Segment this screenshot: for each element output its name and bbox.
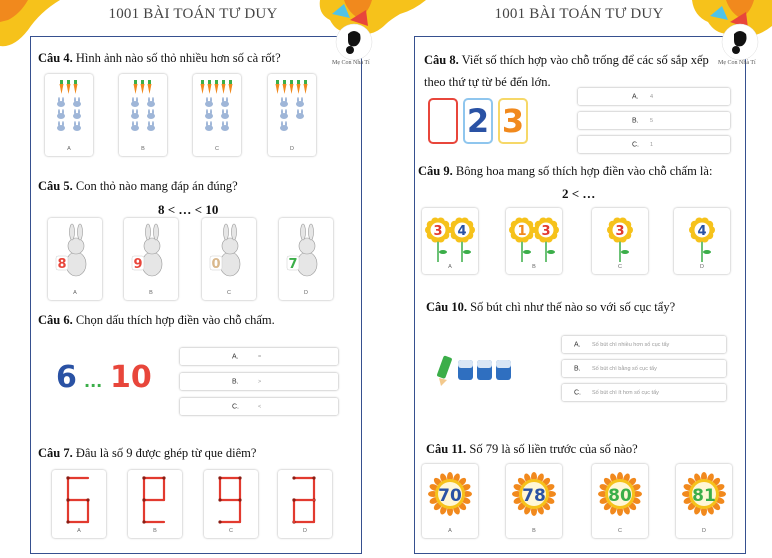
carrot-icon <box>229 84 233 94</box>
option-label: C <box>227 290 231 296</box>
option-label: A <box>67 146 71 152</box>
question-5 <box>38 178 238 194</box>
q5-option-card[interactable] <box>48 218 102 300</box>
q6-choice-a[interactable] <box>180 348 338 365</box>
carrot-icon <box>208 84 212 94</box>
flower-number: 1 <box>517 224 527 239</box>
rabbit-icon <box>73 101 81 107</box>
question-10 <box>426 299 675 315</box>
brand-stamp-logo <box>326 20 382 66</box>
q7-option-card[interactable] <box>204 470 258 538</box>
carrot-rabbit-picture <box>45 78 93 142</box>
rabbit-icon <box>131 125 139 131</box>
choice-value: < <box>258 403 262 410</box>
matchstick-digit <box>290 474 320 528</box>
flower-icon <box>506 210 562 266</box>
option-label: A <box>448 528 452 534</box>
option-label: C <box>618 264 622 270</box>
q7-option-card[interactable] <box>52 470 106 538</box>
option-label: A <box>448 264 452 270</box>
q9-option-card[interactable] <box>422 208 478 274</box>
choice-letter: A. <box>574 341 581 348</box>
rabbit-icon <box>48 222 102 282</box>
sunflower-number: 78 <box>522 486 546 506</box>
page-header-title: 1001 BÀI TOÁN TƯ DUY <box>108 6 278 22</box>
q10-choice-b[interactable] <box>562 360 726 377</box>
flower-number: 3 <box>541 224 551 239</box>
rabbit-icon <box>279 222 333 282</box>
rabbit-icon <box>73 113 81 119</box>
option-label: C <box>215 146 219 152</box>
question-text: Đâu là số 9 được ghép từ que diêm? <box>75 446 257 460</box>
choice-letter: A. <box>632 93 639 100</box>
carrot-icon <box>201 84 205 94</box>
carrot-rabbit-picture <box>268 78 316 142</box>
carrot-icon <box>297 84 301 94</box>
carrot-icon <box>276 84 280 94</box>
question-label: Câu 7. <box>38 446 73 460</box>
rabbit-icon <box>221 113 229 119</box>
option-label: A <box>73 290 77 296</box>
eraser-icon <box>496 360 511 380</box>
carrot-icon <box>283 84 287 94</box>
q8-empty-box <box>428 98 458 144</box>
q11-option-card[interactable] <box>592 464 648 538</box>
page-header-title: 1001 BÀI TOÁN TƯ DUY <box>494 6 664 22</box>
choice-value: 4 <box>650 93 654 100</box>
rabbit-icon <box>73 125 81 131</box>
q9-option-card[interactable] <box>592 208 648 274</box>
flower-number: 3 <box>615 224 625 239</box>
q5-option-card[interactable] <box>202 218 256 300</box>
rabbit-number: 0 <box>211 257 221 272</box>
choice-letter: B. <box>232 378 239 385</box>
choice-value: Số bút chì bằng số cục tẩy <box>592 365 657 372</box>
q6-left-number: 6 <box>56 360 77 395</box>
q11-option-card[interactable] <box>422 464 478 538</box>
choice-value: > <box>258 378 262 385</box>
rabbit-number: 7 <box>288 257 298 272</box>
q10-choice-c[interactable] <box>562 384 726 401</box>
q8-number-2 <box>463 98 493 144</box>
carrot-icon <box>141 84 145 94</box>
question-text: Bông hoa mang số thích hợp điền vào chỗ chấm là: <box>455 164 713 178</box>
choice-value: Số bút chì nhiều hơn số cục tẩy <box>592 341 670 348</box>
choice-letter: A. <box>232 353 239 360</box>
q7-option-card[interactable] <box>128 470 182 538</box>
question-label: Câu 11. <box>426 442 467 456</box>
option-label: D <box>303 528 307 534</box>
rabbit-icon <box>57 125 65 131</box>
question-text: Số bút chì như thế nào so với số cục tẩy? <box>470 300 676 314</box>
sunflower-number: 70 <box>438 486 462 506</box>
rabbit-icon <box>296 113 304 119</box>
rabbit-icon <box>296 101 304 107</box>
q5-option-card[interactable] <box>124 218 178 300</box>
rabbit-icon <box>205 125 213 131</box>
question-4 <box>38 50 281 66</box>
question-label: Câu 5. <box>38 179 73 193</box>
rabbit-icon <box>202 222 256 282</box>
option-label: C <box>229 528 233 534</box>
question-8-line2: theo thứ tự từ bé đến lớn. <box>424 75 551 89</box>
right-page <box>386 0 772 558</box>
option-label: D <box>700 264 704 270</box>
rabbit-icon <box>280 101 288 107</box>
rabbit-icon <box>280 113 288 119</box>
q5-option-card[interactable] <box>279 218 333 300</box>
svg-text:Mẹ Con Nhà Tí: Mẹ Con Nhà Tí <box>718 60 756 66</box>
sunflower-number: 81 <box>692 486 716 506</box>
carrot-icon <box>290 84 294 94</box>
choice-letter: C. <box>232 403 239 410</box>
q6-choice-c[interactable] <box>180 398 338 415</box>
svg-text:Mẹ Con Nhà Tí: Mẹ Con Nhà Tí <box>332 60 370 66</box>
q8-choice-c[interactable] <box>578 136 730 153</box>
q11-option-card[interactable] <box>676 464 732 538</box>
carrot-icon <box>134 84 138 94</box>
option-label: B <box>532 264 536 270</box>
rabbit-icon <box>147 125 155 131</box>
number-text: 2 <box>466 102 490 140</box>
question-7 <box>38 445 256 461</box>
rabbit-icon <box>147 113 155 119</box>
q6-right-number: 10 <box>110 360 152 395</box>
question-text: Hình ảnh nào số thỏ nhiều hơn số cà rốt? <box>75 51 281 65</box>
matchstick-digit <box>216 474 246 528</box>
question-label: Câu 10. <box>426 300 467 314</box>
question-text: Con thỏ nào mang đáp án đúng? <box>75 179 238 193</box>
q8-choice-a[interactable] <box>578 88 730 105</box>
choice-letter: B. <box>632 117 639 124</box>
option-label: A <box>77 528 81 534</box>
choice-value: 1 <box>650 141 654 148</box>
flower-icon <box>592 210 648 266</box>
number-text: 3 <box>501 102 525 140</box>
question-text: Chọn dấu thích hợp điền vào chỗ chấm. <box>75 313 275 327</box>
question-label: Câu 6. <box>38 313 73 327</box>
rabbit-number: 8 <box>57 257 67 272</box>
q9-option-card[interactable] <box>674 208 730 274</box>
carrot-icon <box>74 84 78 94</box>
carrot-icon <box>148 84 152 94</box>
question-6 <box>38 312 275 328</box>
rabbit-icon <box>57 101 65 107</box>
carrot-icon <box>304 84 308 94</box>
q6-choice-b[interactable] <box>180 373 338 390</box>
option-label: B <box>153 528 157 534</box>
rabbit-icon <box>124 222 178 282</box>
carrot-icon <box>215 84 219 94</box>
q6-dots: ... <box>84 372 103 391</box>
carrot-rabbit-picture <box>119 78 167 142</box>
flower-icon <box>674 210 730 266</box>
sunflower-icon <box>676 464 732 526</box>
brand-stamp-logo <box>712 20 768 66</box>
q4-option-card[interactable] <box>45 74 93 156</box>
sunflower-icon <box>422 464 478 526</box>
q9-option-card[interactable] <box>506 208 562 274</box>
sunflower-icon <box>592 464 648 526</box>
carrot-icon <box>222 84 226 94</box>
question-label: Câu 4. <box>38 51 73 65</box>
carrot-icon <box>67 84 71 94</box>
q9-expression: 2 < … <box>562 186 596 201</box>
q11-option-card[interactable] <box>506 464 562 538</box>
q4-option-card[interactable] <box>119 74 167 156</box>
rabbit-number: 9 <box>133 257 143 272</box>
flower-number: 4 <box>457 224 467 239</box>
rabbit-icon <box>205 113 213 119</box>
eraser-icon <box>477 360 492 380</box>
question-text: Viết số thích hợp vào chỗ trống để các số sắp xếp <box>461 53 709 67</box>
q10-choice-a[interactable] <box>562 336 726 353</box>
flower-icon <box>422 210 478 266</box>
rabbit-icon <box>131 101 139 107</box>
q8-choice-b[interactable] <box>578 112 730 129</box>
matchstick-digit <box>140 474 170 528</box>
sunflower-icon <box>506 464 562 526</box>
choice-value: 5 <box>650 117 654 124</box>
pencil-icon <box>436 355 452 386</box>
option-label: D <box>290 146 294 152</box>
option-label: B <box>532 528 536 534</box>
question-label: Câu 9. <box>418 164 453 178</box>
pencil-and-erasers-illustration <box>436 352 532 388</box>
rabbit-icon <box>147 101 155 107</box>
choice-letter: C. <box>574 389 581 396</box>
question-8 <box>424 52 709 68</box>
q8-number-3 <box>498 98 528 144</box>
rabbit-icon <box>131 113 139 119</box>
question-9 <box>418 163 712 179</box>
flower-number: 4 <box>697 224 707 239</box>
choice-value: = <box>258 353 262 360</box>
flower-number: 3 <box>433 224 443 239</box>
question-text: Số 79 là số liền trước của số nào? <box>469 442 638 456</box>
choice-value: Số bút chì ít hơn số cục tẩy <box>592 389 659 396</box>
rabbit-icon <box>57 113 65 119</box>
rabbit-icon <box>221 125 229 131</box>
sunflower-number: 80 <box>608 486 632 506</box>
matchstick-digit <box>64 474 94 528</box>
q7-option-card[interactable] <box>278 470 332 538</box>
carrot-icon <box>60 84 64 94</box>
option-label: B <box>141 146 145 152</box>
option-label: D <box>304 290 308 296</box>
q4-option-card[interactable] <box>268 74 316 156</box>
q5-expression: 8 < … < 10 <box>158 202 219 217</box>
option-label: C <box>618 528 622 534</box>
rabbit-icon <box>221 101 229 107</box>
rabbit-icon <box>280 125 288 131</box>
choice-letter: C. <box>632 141 639 148</box>
question-label: Câu 8. <box>424 53 459 67</box>
eraser-icon <box>458 360 473 380</box>
option-label: B <box>149 290 153 296</box>
question-11 <box>426 441 638 457</box>
q4-option-card[interactable] <box>193 74 241 156</box>
option-label: D <box>702 528 706 534</box>
carrot-rabbit-picture <box>193 78 241 142</box>
choice-letter: B. <box>574 365 581 372</box>
rabbit-icon <box>205 101 213 107</box>
